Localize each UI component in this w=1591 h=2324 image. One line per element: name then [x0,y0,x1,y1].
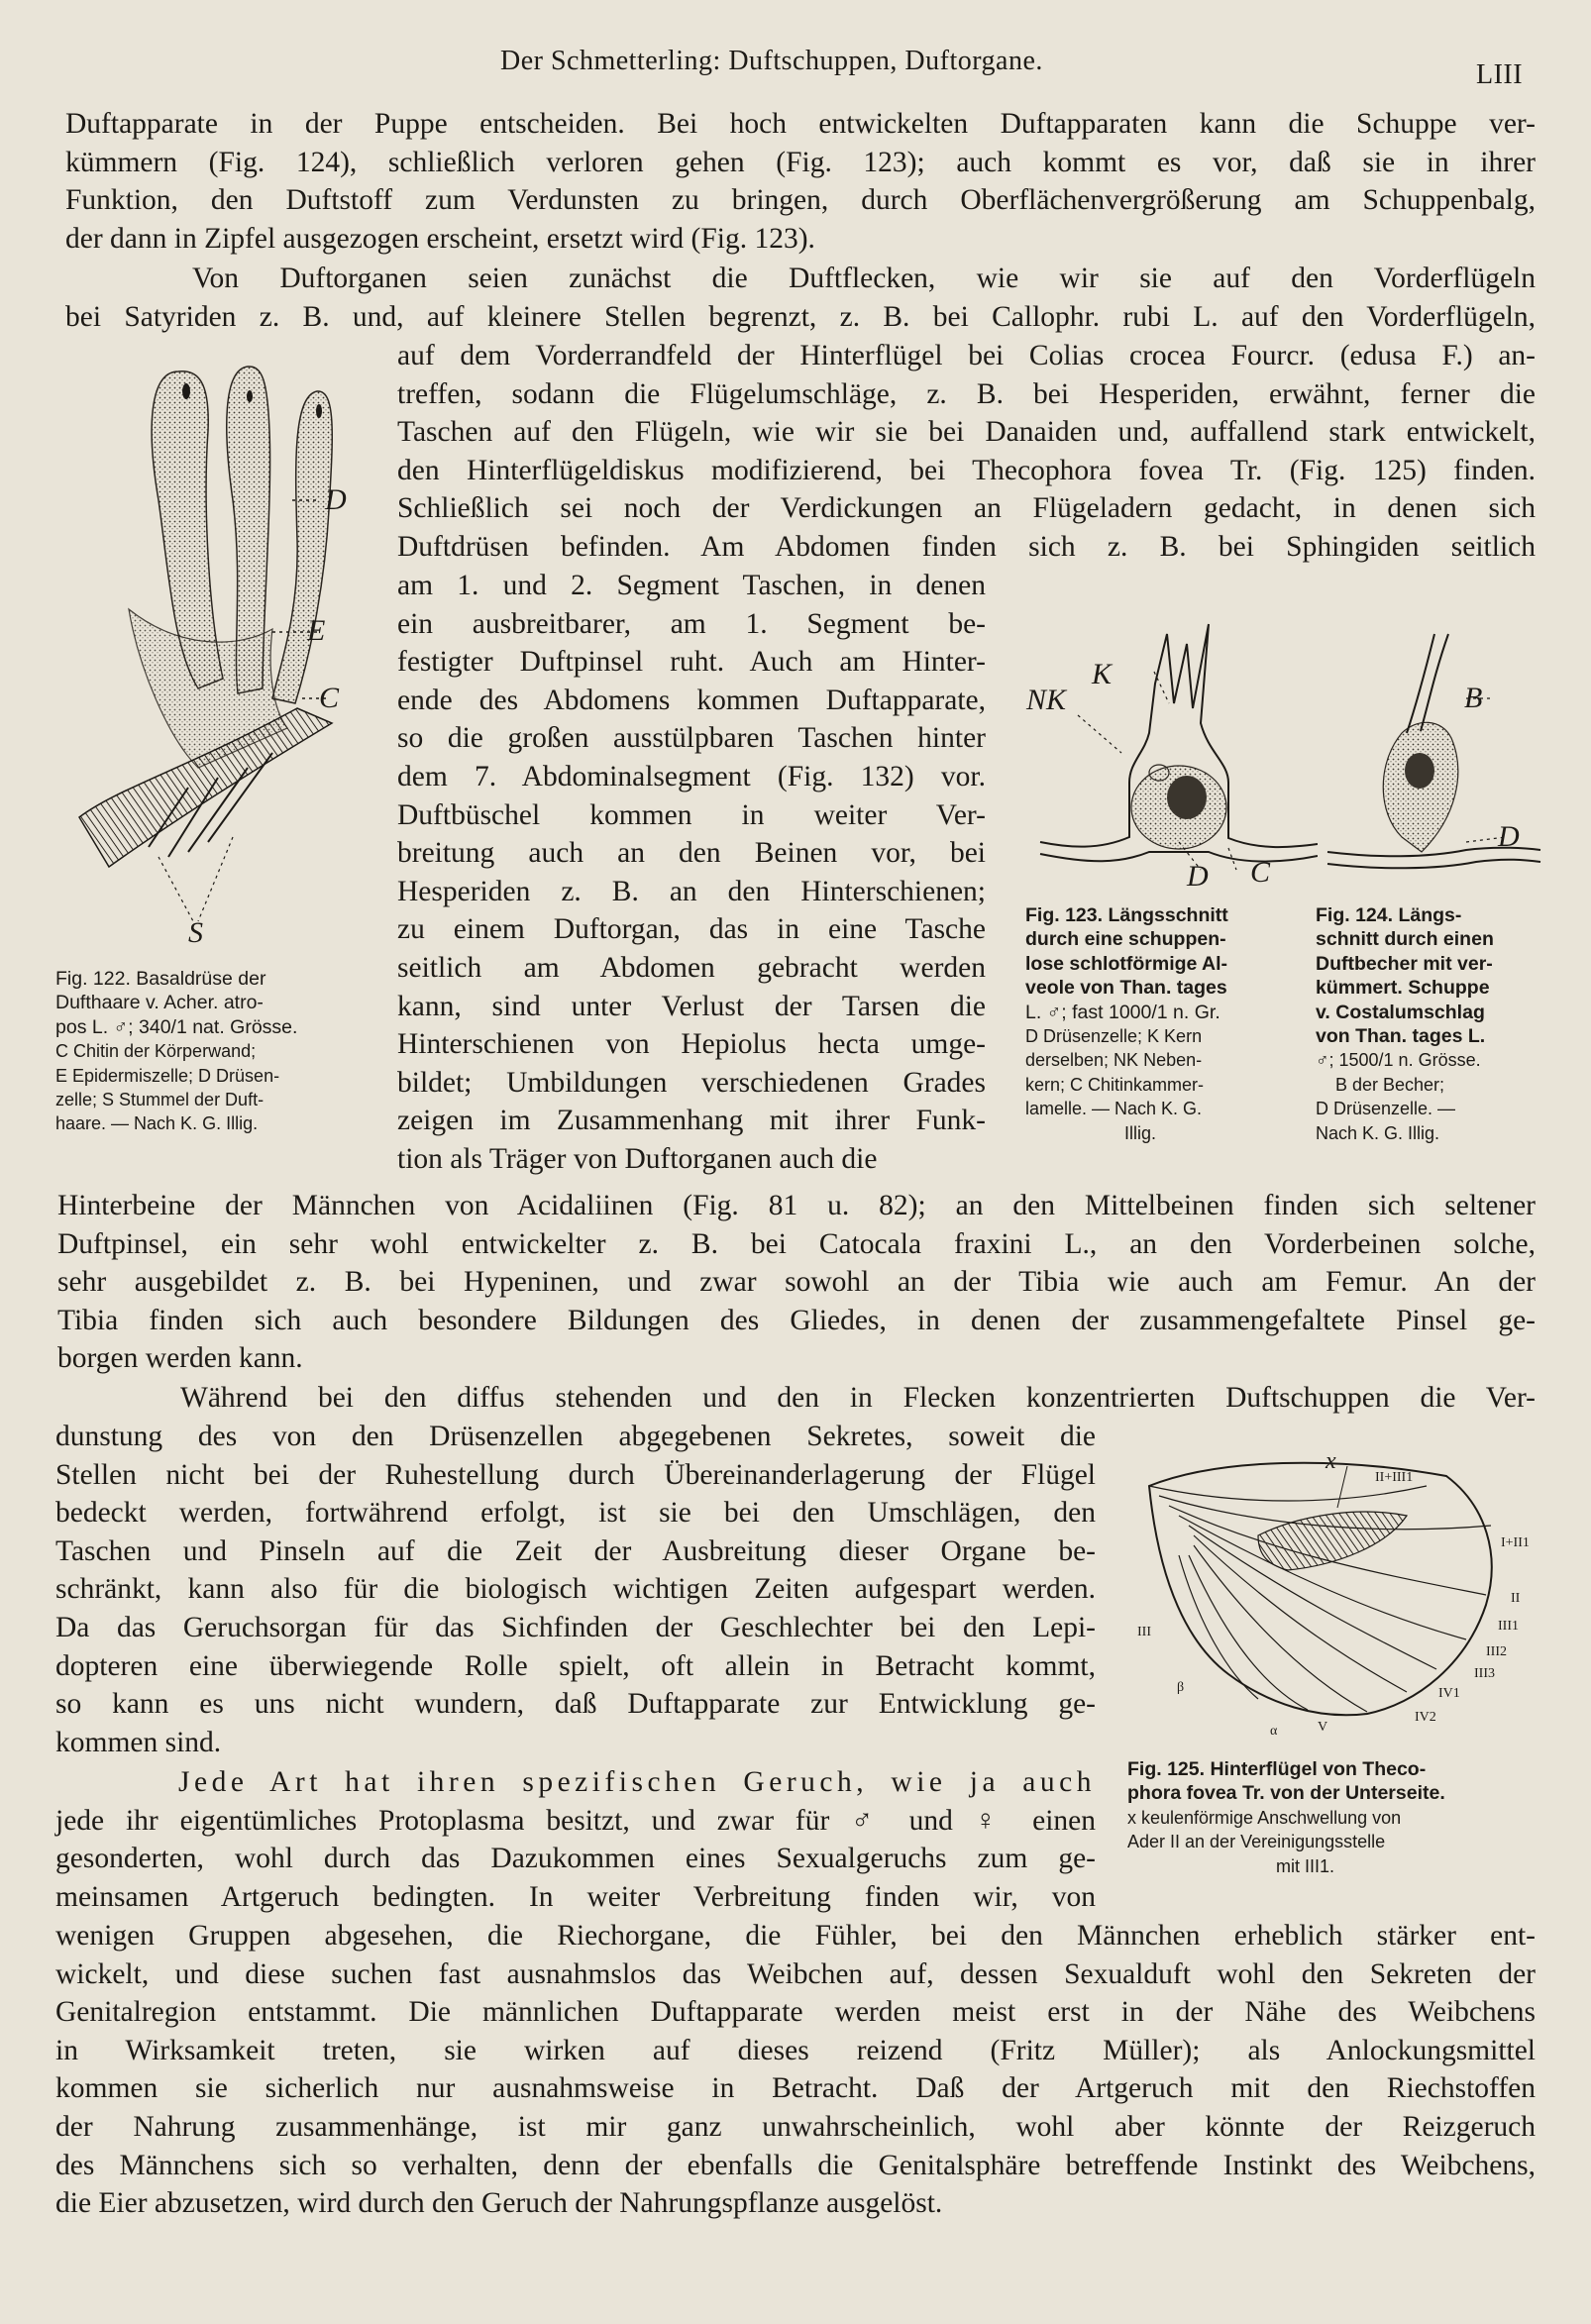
text-line: bildet; Umbildungen verschiedenen Grades [397,1066,986,1099]
paragraph-2-column [397,567,986,1179]
text-line: bedeckt werden, fortwährend erfolgt, ist sie bei den Umschlägen, den [55,1497,1096,1530]
figure-125-label-beta: β [1177,1680,1185,1695]
text-line: Duftdrüsen befinden. Am Abdomen finden sich z. B. bei Sphingiden seitlich [397,530,1536,563]
caption-line: lose schlotförmige Al- [1025,952,1228,975]
figure-125-illustration [1139,1446,1545,1743]
text-line: ende des Abdomens kommen Duftapparate, [397,684,986,716]
text-line: breitung auch an den Beinen vor, bei [397,837,986,870]
caption-line: Illig. [1124,1122,1157,1143]
text-line: kümmern (Fig. 124), schließlich verloren gehen (Fig. 123); auch kommt es vor, daß sie in ihrer [65,146,1536,178]
text-line: borgen werden kann. [57,1342,303,1375]
caption-line: Fig. 125. Hinterflügel von Theco- [1127,1758,1427,1780]
text-line: festigter Duftpinsel ruht. Auch am Hinter- [397,646,986,679]
caption-line: Duftbecher mit ver- [1316,952,1493,975]
text-line: Taschen auf den Flügeln, wie wir sie bei Danaiden und, auffallend stark entwickelt, [397,416,1536,449]
caption-line: Ader II an der Vereinigungsstelle [1127,1832,1386,1852]
paragraph-2-end [57,1187,1536,1378]
text-line: Tibia finden sich auch besondere Bildungen des Gliedes, in denen der zusammengefaltete Pinsel ge- [57,1304,1536,1336]
figure-125-label-iii3: III3 [1474,1666,1495,1681]
figure-122-illustration [59,352,386,946]
text-line: die Eier abzusetzen, wird durch den Geruch der Nahrungspflanze ausgelöst. [55,2187,943,2220]
text-line: Jede Art hat ihren spezifischen Geruch, wie ja auch [178,1766,1096,1798]
figure-125-label-i-ii1: I+II1 [1501,1535,1530,1550]
text-line: treffen, sodann die Flügelumschläge, z. B. bei Hesperiden, erwähnt, ferner die [397,377,1536,410]
figure-125-label-iv1: IV1 [1438,1686,1460,1701]
text-line: so kann es uns nicht wundern, daß Duftapparate zur Entwicklung ge- [55,1688,1096,1721]
text-line: bei Satyriden z. B. und, auf kleinere Stellen begrenzt, z. B. bei Callophr. rubi L. auf den Vorderflügeln, [65,300,1536,333]
text-line: dunstung des von den Drüsenzellen abgegebenen Sekretes, soweit die [55,1421,1096,1452]
text-line: wickelt, und diese suchen fast ausnahmslos das Weibchen auf, dessen Sexualduft wohl den Sekreten der [55,1957,1536,1990]
text-line: am 1. und 2. Segment Taschen, in denen [397,570,986,601]
figure-122-label-e: E [307,614,326,647]
figure-125-label-x: x [1326,1448,1336,1474]
figure-125-label-ii: II [1511,1591,1521,1606]
text-line: jede ihr eigentümliches Protoplasma besitzt, und zwar für ♂ und ♀ einen [55,1804,1096,1837]
figure-123-label-nk: NK [1026,684,1067,716]
caption-line: kern; C Chitinkammer- [1025,1074,1205,1095]
caption-line: L. ♂; fast 1000/1 n. Gr. [1025,1001,1220,1023]
text-line: Duftpinsel, ein sehr wohl entwickelter z. B. bei Catocala fraxini L., an den Vorderbeinen solche, [57,1227,1536,1260]
text-line: Duftapparate in der Puppe entscheiden. Bei hoch entwickelten Duftapparaten kann die Schuppe ver- [65,108,1536,140]
figure-125-label-iii1: III1 [1498,1619,1519,1634]
text-line: zu einem Duftorgan, das in eine Tasche [397,913,986,946]
figure-125-label-iii2: III2 [1486,1644,1507,1659]
caption-line: mit III1. [1276,1855,1335,1876]
caption-line: ♂; 1500/1 n. Grösse. [1316,1050,1481,1071]
text-line: auf dem Vorderrandfeld der Hinterflügel bei Colias crocea Fourcr. (edusa F.) an- [397,340,1536,371]
text-line: kommen sind. [55,1726,222,1758]
text-line: Da das Geruchsorgan für das Sichfinden der Geschlechter bei den Lepi- [55,1611,1096,1643]
text-line: tion als Träger von Duftorganen auch die [397,1142,878,1175]
caption-line: E Epidermiszelle; D Drüsen- [55,1065,280,1086]
text-line: Taschen und Pinseln auf die Zeit der Ausbreitung dieser Organe be- [55,1534,1096,1567]
text-line: schränkt, kann also für die biologisch wichtigen Zeiten aufgespart werden. [55,1573,1096,1606]
text-line: dopteren eine überwiegende Rolle spielt, oft allein in Betracht kommt, [55,1649,1096,1682]
caption-line: von Than. tages L. [1316,1025,1486,1048]
text-line: Funktion, den Duftstoff zum Verdunsten zu bringen, durch Oberflächenvergrößerung am Schuppenbalg, [65,184,1536,217]
text-line: zeigen im Zusammenhang mit ihrer Funk- [397,1105,986,1137]
text-line: der dann in Zipfel ausgezogen erscheint, ersetzt wird (Fig. 123). [65,222,815,255]
caption-line: pos L. ♂; 340/1 nat. Grösse. [55,1015,298,1038]
caption-line: phora fovea Tr. von der Unterseite. [1127,1782,1445,1805]
caption-line: derselben; NK Neben- [1025,1050,1203,1071]
caption-line: schnitt durch einen [1316,928,1494,951]
caption-line: v. Costalumschlag [1316,1001,1485,1023]
text-line: Genitalregion entstammt. Die männlichen Duftapparate werden meist erst in der Nähe des Weibchens [55,1996,1536,2029]
text-line: so die großen ausstülpbaren Taschen hinter [397,722,986,755]
text-line: wenigen Gruppen abgesehen, die Riechorgane, die Fühler, bei den Männchen erheblich stärker ent- [55,1920,1536,1952]
caption-line: Fig. 123. Längsschnitt [1025,904,1228,926]
caption-line: Dufthaare v. Acher. atro- [55,992,264,1014]
text-line: des Männchens sich so verhalten, denn der ebenfalls die Genitalsphäre betreffende Instinkt des Weibchens, [55,2149,1536,2181]
figure-122-label-s: S [188,916,203,949]
figure-124-label-d: D [1498,820,1520,853]
text-line: den Hinterflügeldiskus modifizierend, bei Thecophora fovea Tr. (Fig. 125) finden. [397,454,1536,486]
figure-123-label-k: K [1092,658,1113,690]
text-line: Hinterbeine der Männchen von Acidaliinen (Fig. 81 u. 82); an den Mittelbeinen finden sich seltener [57,1190,1536,1221]
page-number: LIII [1476,59,1524,90]
caption-line: Fig. 122. Basaldrüse der [55,968,266,990]
text-line: Duftbüschel kommen in weiter Ver- [397,798,986,831]
caption-line: lamelle. — Nach K. G. [1025,1099,1203,1119]
caption-line: C Chitin der Körperwand; [55,1041,257,1062]
caption-line: Nach K. G. Illig. [1316,1122,1440,1143]
text-line: gesonderten, wohl durch das Dazukommen eines Sexualgeruchs zum ge- [55,1843,1096,1875]
paragraph-4 [55,1917,1536,2223]
paragraph-1 [65,105,1536,258]
figure-125-label-ii-iii1: II+III1 [1375,1470,1414,1485]
figure-124-caption [1316,903,1543,1145]
text-line: ein ausbreitbarer, am 1. Segment be- [397,607,986,640]
figure-124-label-b: B [1464,682,1483,714]
figure-123-caption [1025,903,1308,1145]
figure-125-label-alpha: α [1270,1724,1278,1739]
caption-line: durch eine schuppen- [1025,928,1226,951]
figure-123-label-d: D [1187,860,1209,893]
text-line: Während bei den diffus stehenden und den in Flecken konzentrierten Duftschuppen die Ver- [180,1382,1536,1414]
text-line: Von Duftorganen seien zunächst die Duftflecken, wie wir sie auf den Vorderflügeln [192,263,1536,294]
figure-122-label-d: D [325,483,347,516]
caption-line: kümmert. Schuppe [1316,977,1490,1000]
text-line: Hesperiden z. B. an den Hinterschienen; [397,875,986,907]
figure-125-label-iv2: IV2 [1415,1710,1436,1725]
figure-122-caption [55,967,363,1136]
caption-line: veole von Than. tages [1025,977,1227,1000]
caption-line: D Drüsenzelle. — [1316,1099,1456,1119]
caption-line: B der Becher; [1335,1074,1445,1095]
figure-125-label-v: V [1318,1720,1328,1735]
text-line: dem 7. Abdominalsegment (Fig. 132) vor. [397,760,986,792]
text-line: Hinterschienen von Hepiolus hecta umge- [397,1028,986,1061]
figure-123-label-c: C [1250,856,1271,889]
paragraph-4-start [55,1763,1096,1916]
caption-line: zelle; S Stummel der Duft- [55,1090,265,1110]
figure-123-illustration [1030,604,1318,892]
text-line: in Wirksamkeit treten, sie wirken auf dieses reizend (Fritz Müller); als Anlockungsmittel [55,2034,1536,2066]
running-title: Der Schmetterling: Duftschuppen, Duftorgane. [500,46,1043,76]
text-line: der Nahrung zusammenhänge, ist mir ganz unwahrscheinlich, wohl aber könnte der Reizgeruch [55,2110,1536,2143]
caption-line: haare. — Nach K. G. Illig. [55,1113,259,1134]
figure-122-label-c: C [319,682,340,714]
figure-125-caption [1127,1757,1543,1878]
text-line: kommen sie sicherlich nur ausnahmsweise in Betracht. Daß der Artgeruch mit den Riechstoffen [55,2072,1536,2105]
paragraph-2-start [65,260,1536,336]
figure-125-label-iii: III [1137,1625,1151,1639]
caption-line: Fig. 124. Längs- [1316,904,1462,926]
paragraph-3-start [55,1379,1536,1418]
text-line: kann, sind unter Verlust der Tarsen die [397,990,986,1022]
text-line: Stellen nicht bei der Ruhestellung durch Übereinanderlagerung der Flügel [55,1458,1096,1491]
text-line: sehr ausgebildet z. B. bei Hypeninen, und zwar sowohl an der Tibia wie auch am Femur. An der [57,1266,1536,1299]
paragraph-3 [55,1418,1096,1761]
caption-line: D Drüsenzelle; K Kern [1025,1026,1203,1047]
text-line: meinsamen Artgeruch bedingten. In weiter Verbreitung finden wir, von [55,1880,1096,1913]
caption-line: x keulenförmige Anschwellung von [1127,1807,1402,1828]
paragraph-2-middle [397,337,1536,567]
text-line: seitlich am Abdomen gebracht werden [397,951,986,984]
text-line: Schließlich sei noch der Verdickungen an Flügeladern gedacht, in denen sich [397,492,1536,525]
